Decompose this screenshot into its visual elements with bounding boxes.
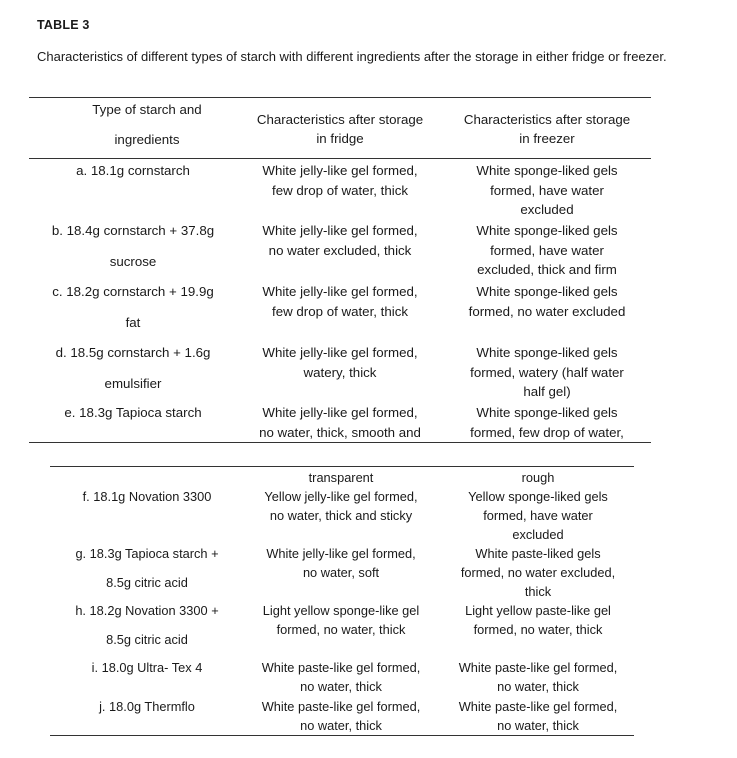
row-j-fridge xyxy=(241,697,441,735)
row-c-type-line2: fat xyxy=(125,314,141,330)
row-b-type xyxy=(28,221,238,271)
row-j-type-line1: j. 18.0g Thermflo xyxy=(99,699,195,714)
row-e-type xyxy=(28,403,238,423)
row-b-fridge xyxy=(240,221,440,260)
row-j-fridge-line2: no water, thick xyxy=(300,718,382,733)
row-h-freezer xyxy=(440,601,636,639)
row-e-fridge-line1: White jelly-like gel formed, xyxy=(262,405,418,420)
row-g-type xyxy=(42,544,252,592)
row-d-freezer-line1: White sponge-liked gels xyxy=(476,345,618,360)
row-i-freezer-line2: no water, thick xyxy=(497,679,579,694)
table1-bottom-rule xyxy=(29,442,651,443)
row-g-freezer-line3: thick xyxy=(524,584,552,599)
row-d-fridge-line2: watery, thick xyxy=(303,364,377,380)
row-e-freezer-line2: formed, few drop of water, xyxy=(470,424,624,440)
row-c-type-line1: c. 18.2g cornstarch + 19.9g xyxy=(52,284,214,299)
row-j-freezer-line1: White paste-like gel formed, xyxy=(458,699,618,714)
row-f-freezer-line1: Yellow sponge-liked gels xyxy=(468,489,608,504)
row-f-fridge xyxy=(241,487,441,525)
row-j-type xyxy=(42,697,252,716)
table2-bottom-rule xyxy=(50,735,634,736)
row-a-fridge-line1: White jelly-like gel formed, xyxy=(262,163,418,178)
row-c-freezer xyxy=(449,282,645,321)
row-g-freezer xyxy=(440,544,636,601)
row-a-freezer-line1: White sponge-liked gels xyxy=(476,163,618,178)
row-a-fridge xyxy=(240,161,440,200)
row-j-freezer-line2: no water, thick xyxy=(497,718,579,733)
header-fridge xyxy=(240,110,440,148)
header-type-line1: Type of starch and xyxy=(92,102,202,117)
row-c-fridge xyxy=(240,282,440,321)
row-b-freezer-line1: White sponge-liked gels xyxy=(476,223,618,238)
row-d-freezer-line3: half gel) xyxy=(523,384,571,399)
row-b-freezer xyxy=(449,221,645,280)
table1-top-rule xyxy=(29,97,651,98)
row-h-freezer-line1: Light yellow paste-like gel xyxy=(465,603,611,618)
row-i-fridge-line1: White paste-like gel formed, xyxy=(261,660,421,675)
row-f-freezer xyxy=(440,487,636,544)
table1-header-rule xyxy=(29,158,651,159)
row-i-type-line1: i. 18.0g Ultra- Tex 4 xyxy=(91,660,203,675)
row-a-freezer xyxy=(449,161,645,220)
row-c-type xyxy=(28,282,238,332)
row-g-type-line1: g. 18.3g Tapioca starch + xyxy=(75,546,219,561)
row-g-type-line2: 8.5g citric acid xyxy=(106,575,188,590)
row-d-freezer-line2: formed, watery (half water xyxy=(470,364,624,380)
table2-top-rule xyxy=(50,466,634,467)
header-type-line2: ingredients xyxy=(114,132,180,147)
row-e-fridge xyxy=(240,403,440,442)
row-h-fridge-line1: Light yellow sponge-like gel xyxy=(262,603,420,618)
row-i-freezer-line1: White paste-like gel formed, xyxy=(458,660,618,675)
row-e-fridge-line2: no water, thick, smooth and xyxy=(259,424,421,440)
row-f-type-line1: f. 18.1g Novation 3300 xyxy=(82,489,212,504)
row-i-fridge-line2: no water, thick xyxy=(300,679,382,694)
row-g-freezer-line2: formed, no water excluded, xyxy=(460,565,616,580)
row-c-freezer-line1: White sponge-liked gels xyxy=(476,284,618,299)
row-d-fridge-line1: White jelly-like gel formed, xyxy=(262,345,418,360)
row-g-fridge-line1: White jelly-like gel formed, xyxy=(266,546,416,561)
row-f-freezer-line2: formed, have water xyxy=(483,508,593,523)
row-f-fridge-line1: Yellow jelly-like gel formed, xyxy=(264,489,418,504)
row-i-type xyxy=(42,658,252,677)
row-f-freezer-line3: excluded xyxy=(512,527,564,542)
row-j-fridge-line1: White paste-like gel formed, xyxy=(261,699,421,714)
row-e-freezer-line1: White sponge-liked gels xyxy=(476,405,618,420)
row-g-fridge xyxy=(241,544,441,582)
row-h-type-line1: h. 18.2g Novation 3300 + xyxy=(75,603,219,618)
header-freezer-line2: in freezer xyxy=(519,131,575,146)
row-i-fridge xyxy=(241,658,441,696)
header-type xyxy=(42,100,252,149)
header-freezer-line1: Characteristics after storage xyxy=(463,112,631,127)
row-c-fridge-line1: White jelly-like gel formed, xyxy=(262,284,418,299)
row-e-fridge-continued: transparent xyxy=(308,470,374,485)
row-h-type-line2: 8.5g citric acid xyxy=(106,632,188,647)
row-c-fridge-line2: few drop of water, thick xyxy=(272,303,408,319)
row-a-type xyxy=(28,161,238,181)
row-a-fridge-line2: few drop of water, thick xyxy=(272,182,408,198)
row-b-freezer-line3: excluded, thick and firm xyxy=(477,262,617,277)
row-d-type-line1: d. 18.5g cornstarch + 1.6g xyxy=(55,345,211,360)
table-caption: Characteristics of different types of starch with different ingredients after the storage in either fridge or freezer. xyxy=(37,49,667,64)
row-g-freezer-line1: White paste-liked gels xyxy=(475,546,601,561)
row-b-type-line2: sucrose xyxy=(109,253,157,269)
header-fridge-line2: in fridge xyxy=(316,131,364,146)
row-e-type-line1: e. 18.3g Tapioca starch xyxy=(64,405,202,420)
row-f-fridge-line2: no water, thick and sticky xyxy=(269,508,413,523)
row-g-fridge-line2: no water, soft xyxy=(302,565,380,580)
row-h-fridge-line2: formed, no water, thick xyxy=(276,622,406,637)
row-b-type-line1: b. 18.4g cornstarch + 37.8g xyxy=(51,223,215,238)
row-c-freezer-line2: formed, no water excluded xyxy=(468,303,626,319)
row-a-type-line1: a. 18.1g cornstarch xyxy=(76,163,190,178)
row-j-freezer xyxy=(440,697,636,735)
row-h-fridge xyxy=(241,601,441,639)
row-h-type xyxy=(42,601,252,649)
header-freezer xyxy=(449,110,645,148)
row-e-freezer xyxy=(449,403,645,442)
table-title: TABLE 3 xyxy=(37,18,90,32)
row-d-type xyxy=(28,343,238,393)
row-b-freezer-line2: formed, have water xyxy=(490,242,604,258)
row-d-fridge xyxy=(240,343,440,382)
row-e-freezer-continued: rough xyxy=(521,470,555,485)
row-d-type-line2: emulsifier xyxy=(104,375,162,391)
row-f-type xyxy=(42,487,252,506)
row-b-fridge-line1: White jelly-like gel formed, xyxy=(262,223,418,238)
header-fridge-line1: Characteristics after storage xyxy=(256,112,424,127)
row-a-freezer-line2: formed, have water xyxy=(490,182,604,198)
row-i-freezer xyxy=(440,658,636,696)
row-b-fridge-line2: no water excluded, thick xyxy=(268,242,412,258)
row-a-freezer-line3: excluded xyxy=(520,202,574,217)
row-h-freezer-line2: formed, no water, thick xyxy=(473,622,603,637)
row-d-freezer xyxy=(449,343,645,402)
